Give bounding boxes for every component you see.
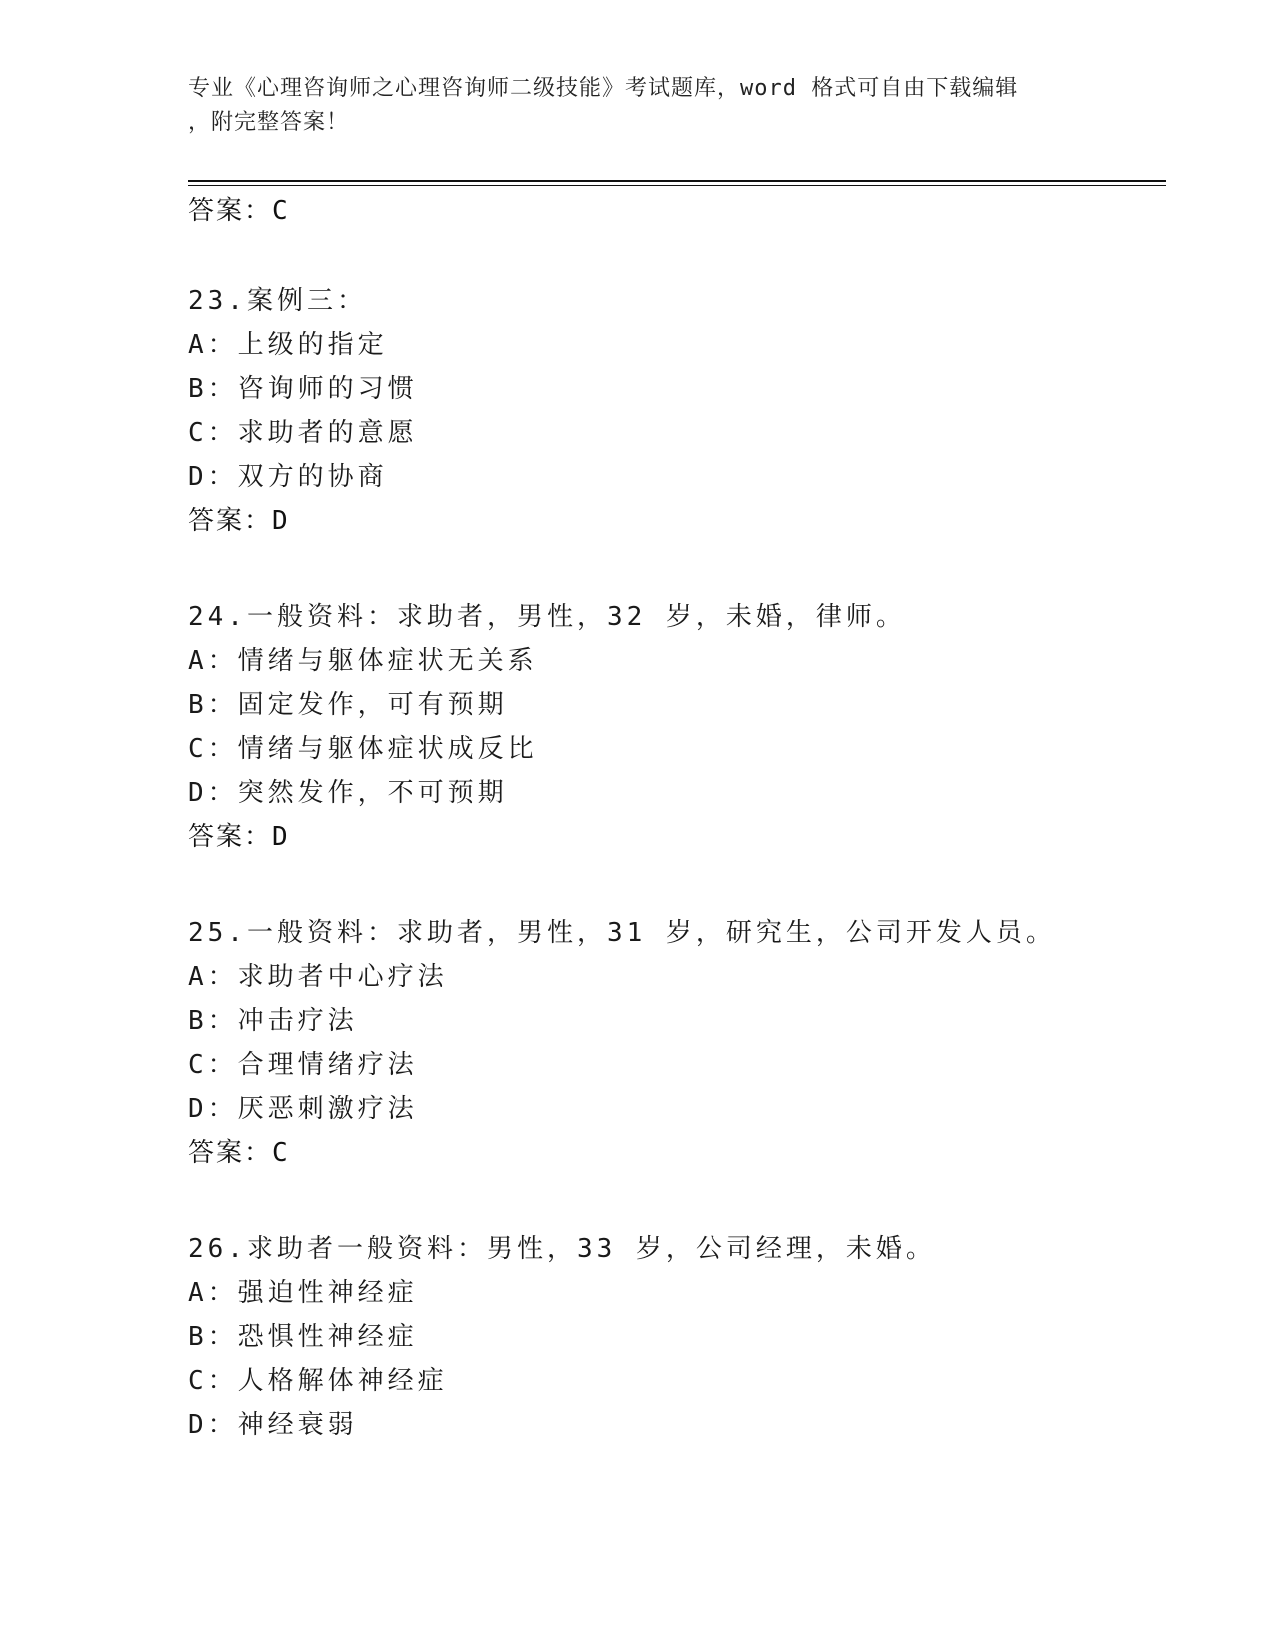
question-option: A：强迫性神经症 xyxy=(188,1278,418,1308)
question-title: 25.一般资料：求助者，男性，31 岁，研究生，公司开发人员。 xyxy=(188,918,1056,948)
question-answer: 答案：D xyxy=(188,506,290,536)
question-title: 26.求助者一般资料：男性，33 岁，公司经理，未婚。 xyxy=(188,1234,936,1264)
question-option: A：情绪与躯体症状无关系 xyxy=(188,646,538,676)
question-option: B：咨询师的习惯 xyxy=(188,374,418,404)
question-option: D：厌恶刺激疗法 xyxy=(188,1094,418,1124)
document-header xyxy=(188,72,1088,140)
question-option: D：神经衰弱 xyxy=(188,1410,358,1440)
question-option: B：固定发作，可有预期 xyxy=(188,690,508,720)
question-title: 23.案例三： xyxy=(188,286,367,316)
header-line-2: ，附完整答案！ xyxy=(188,110,350,135)
question-option: C：合理情绪疗法 xyxy=(188,1050,418,1080)
question-option: C：情绪与躯体症状成反比 xyxy=(188,734,538,764)
header-line-1: 专业《心理咨询师之心理咨询师二级技能》考试题库，word 格式可自由下载编辑 xyxy=(188,76,1019,101)
question-answer: 答案：C xyxy=(188,1138,290,1168)
question-option: A：求助者中心疗法 xyxy=(188,962,448,992)
question-option: B：恐惧性神经症 xyxy=(188,1322,418,1352)
header-divider-thick xyxy=(188,180,1166,182)
question-option: B：冲击疗法 xyxy=(188,1006,358,1036)
question-option: D：突然发作，不可预期 xyxy=(188,778,508,808)
header-divider-thin xyxy=(188,185,1166,186)
question-option: C：求助者的意愿 xyxy=(188,418,418,448)
question-option: A：上级的指定 xyxy=(188,330,388,360)
previous-answer: 答案：C xyxy=(188,196,290,226)
question-option: D：双方的协商 xyxy=(188,462,388,492)
question-answer: 答案：D xyxy=(188,822,290,852)
question-option: C：人格解体神经症 xyxy=(188,1366,448,1396)
question-title: 24.一般资料：求助者，男性，32 岁，未婚，律师。 xyxy=(188,602,906,632)
